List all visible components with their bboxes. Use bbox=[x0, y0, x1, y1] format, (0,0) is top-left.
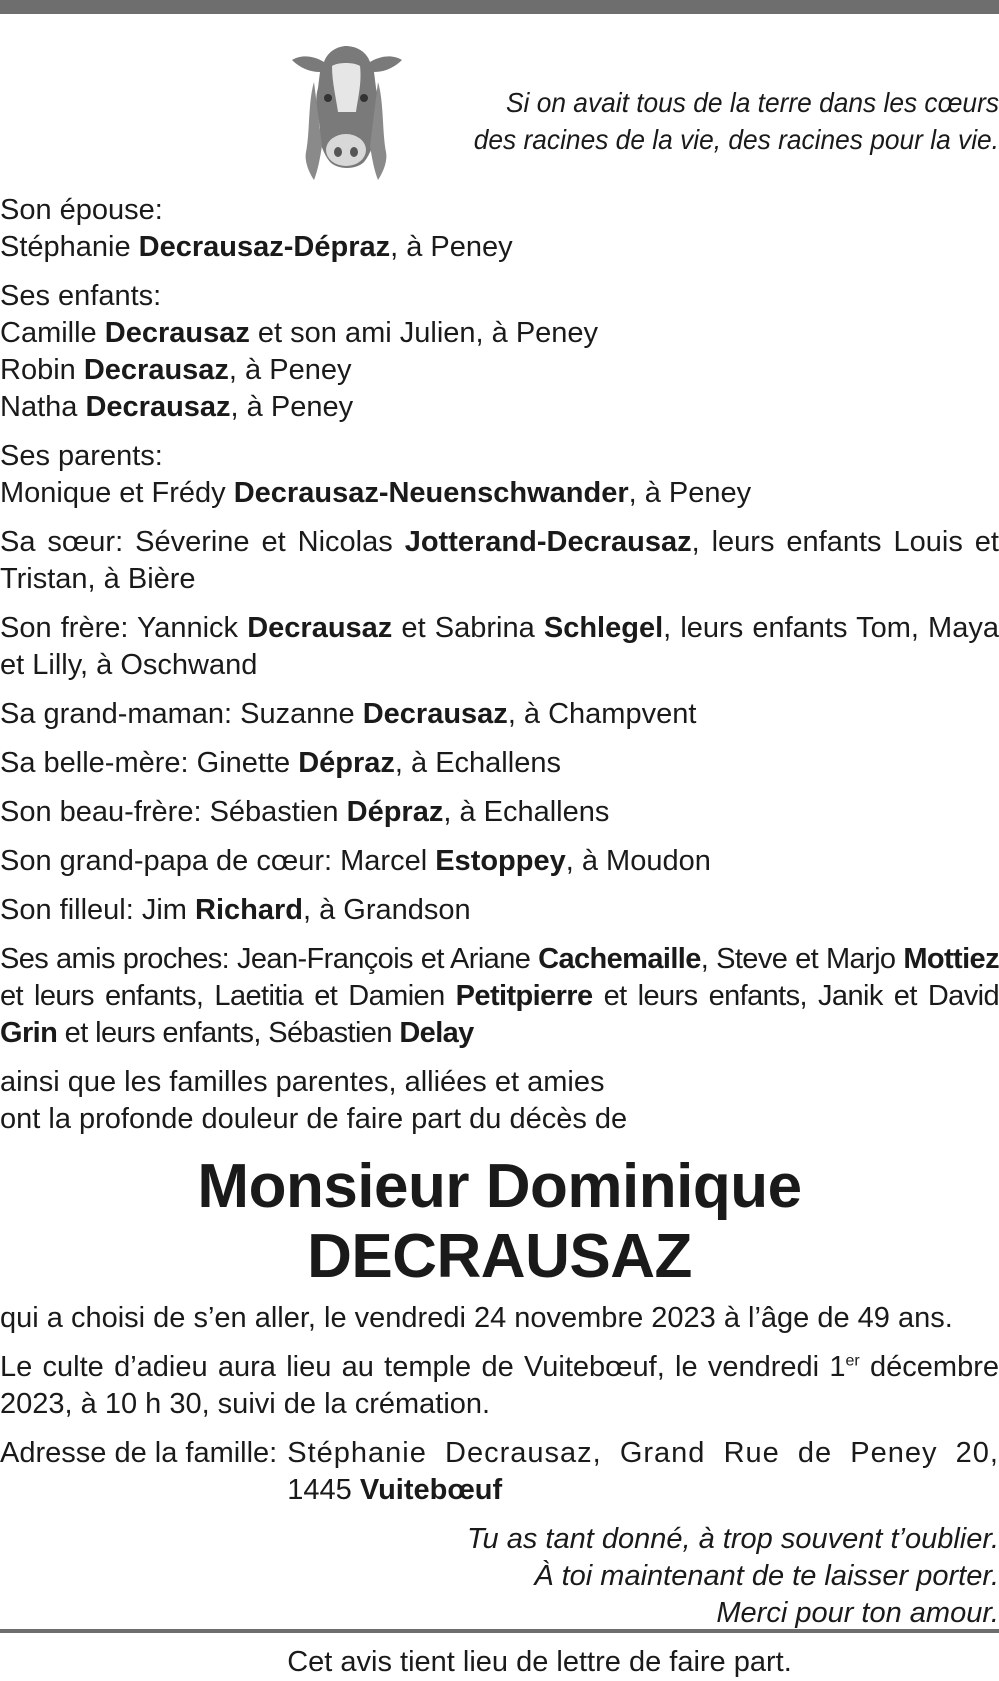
zip-code: 1445 bbox=[287, 1474, 360, 1506]
entry-text: Le culte d’adieu aura lieu au temple de Vuitebœuf, le vendredi 1 bbox=[0, 1351, 846, 1383]
grandpa-heart-entry bbox=[0, 843, 999, 880]
closing-note: Cet avis tient lieu de lettre de faire part. bbox=[287, 1646, 792, 1678]
surname: Decrausaz bbox=[247, 612, 393, 644]
entry-text: Son beau-frère: Sébastien bbox=[0, 796, 347, 828]
announcement-line: ont la profonde douleur de faire part du décès de bbox=[0, 1103, 628, 1135]
place: et son ami Julien, à Peney bbox=[249, 317, 599, 349]
surname: Mottiez bbox=[903, 943, 999, 975]
grandmother-entry bbox=[0, 696, 999, 733]
place: , à Peney bbox=[390, 231, 513, 263]
first-name: Robin bbox=[0, 354, 84, 386]
ceremony-info bbox=[0, 1349, 999, 1423]
family-address bbox=[0, 1435, 999, 1509]
surname: Richard bbox=[195, 894, 303, 926]
verse-line: Merci pour ton amour. bbox=[716, 1597, 999, 1629]
verse-line: des racines de la vie, des racines pour la vie. bbox=[473, 124, 999, 155]
entry-text: Son filleul: Jim bbox=[0, 894, 196, 926]
address-line: Stéphanie Decrausaz, Grand Rue de Peney 20, bbox=[287, 1437, 999, 1469]
friends-entry bbox=[0, 941, 999, 1052]
surname: Petitpierre bbox=[455, 980, 593, 1012]
godson-entry bbox=[0, 892, 999, 929]
relative-entry bbox=[0, 315, 999, 352]
surname: Cachemaille bbox=[538, 943, 701, 975]
surname: Dépraz bbox=[298, 747, 395, 779]
first-name: Natha bbox=[0, 391, 86, 423]
obituary-body bbox=[0, 192, 999, 1681]
entry-text: Son grand-papa de cœur: Marcel bbox=[0, 845, 436, 877]
deceased-name: Monsieur Dominique DECRAUSAZ bbox=[197, 1152, 802, 1291]
opening-verse bbox=[416, 84, 999, 158]
surname: Delay bbox=[399, 1017, 474, 1049]
brother-entry bbox=[0, 610, 999, 684]
entry-text: et leurs enfants, Laetitia et Damien bbox=[0, 980, 456, 1012]
entry-text: , à Champvent bbox=[507, 698, 697, 730]
relative-entry bbox=[0, 229, 999, 266]
address-value bbox=[287, 1435, 999, 1509]
entry-text: Sa belle-mère: Ginette bbox=[0, 747, 299, 779]
cow-head-icon bbox=[284, 42, 409, 182]
section-label: Ses parents: bbox=[0, 440, 163, 472]
entry-text: Sa sœur: Séverine et Nicolas bbox=[0, 526, 405, 558]
verse-line: Tu as tant donné, à trop souvent t’oublier. bbox=[467, 1523, 999, 1555]
parents-section bbox=[0, 438, 999, 512]
surname: Schlegel bbox=[543, 612, 664, 644]
children-section bbox=[0, 278, 999, 426]
address-line bbox=[287, 1472, 999, 1509]
relative-entry bbox=[0, 389, 999, 426]
brother-in-law-entry bbox=[0, 794, 999, 831]
relative-entry bbox=[0, 475, 999, 512]
city: Vuitebœuf bbox=[359, 1474, 503, 1506]
place: , à Peney bbox=[230, 391, 354, 423]
superscript: er bbox=[845, 1352, 860, 1370]
entry-text: , leurs enfants Tom, Maya et Lilly, à Oschwand bbox=[0, 612, 999, 681]
first-name: Monique et Frédy bbox=[0, 477, 234, 509]
surname: Decrausaz bbox=[83, 354, 229, 386]
announcement bbox=[0, 1064, 999, 1138]
section-label: Son épouse: bbox=[0, 194, 163, 226]
entry-text: décembre 2023, à 10 h 30, suivi de la crémation. bbox=[0, 1351, 999, 1420]
entry-text: , Steve et Marjo bbox=[700, 943, 904, 975]
verse-line: Si on avait tous de la terre dans les cœurs bbox=[505, 87, 999, 118]
surname: Grin bbox=[0, 1017, 58, 1049]
entry-text: , à Echallens bbox=[443, 796, 610, 828]
entry-text: , à Echallens bbox=[394, 747, 561, 779]
verse-line: À toi maintenant de te laisser porter. bbox=[534, 1560, 999, 1592]
surname: Decrausaz bbox=[85, 391, 231, 423]
entry-text: et Sabrina bbox=[392, 612, 544, 644]
surname: Estoppey bbox=[435, 845, 566, 877]
announcement-line: ainsi que les familles parentes, alliées et amies bbox=[0, 1066, 605, 1098]
top-border bbox=[0, 0, 999, 14]
surname: Decrausaz bbox=[362, 698, 508, 730]
section-label: Ses enfants: bbox=[0, 280, 162, 312]
address-label: Adresse de la famille: bbox=[0, 1437, 278, 1469]
first-name: Stéphanie bbox=[0, 231, 139, 263]
death-info: qui a choisi de s’en aller, le vendredi 24 novembre 2023 à l’âge de 49 ans. bbox=[0, 1302, 953, 1334]
entry-text: , à Moudon bbox=[565, 845, 711, 877]
sister-entry bbox=[0, 524, 999, 598]
entry-text: et leurs enfants, Sébastien bbox=[57, 1017, 400, 1049]
surname: Decrausaz-Neuenschwander bbox=[233, 477, 629, 509]
place: , à Peney bbox=[228, 354, 352, 386]
entry-text: Ses amis proches: Jean-François et Ariane bbox=[0, 943, 539, 975]
entry-text: , à Grandson bbox=[303, 894, 471, 926]
first-name: Camille bbox=[0, 317, 105, 349]
surname: Dépraz bbox=[346, 796, 444, 828]
entry-text: , leurs enfants Louis et Tristan, à Bière bbox=[0, 526, 999, 595]
entry-text: et leurs enfants, Janik et David bbox=[592, 980, 999, 1012]
surname: Decrausaz-Dépraz bbox=[138, 231, 391, 263]
surname: Jotterand-Decrausaz bbox=[404, 526, 692, 558]
entry-text: Sa grand-maman: Suzanne bbox=[0, 698, 363, 730]
mother-in-law-entry bbox=[0, 745, 999, 782]
entry-text: Son frère: Yannick bbox=[0, 612, 248, 644]
surname: Decrausaz bbox=[104, 317, 250, 349]
bottom-border bbox=[0, 1629, 999, 1633]
relative-entry bbox=[0, 352, 999, 389]
closing-verse bbox=[0, 1521, 999, 1632]
place: , à Peney bbox=[628, 477, 752, 509]
spouse-section bbox=[0, 192, 999, 266]
